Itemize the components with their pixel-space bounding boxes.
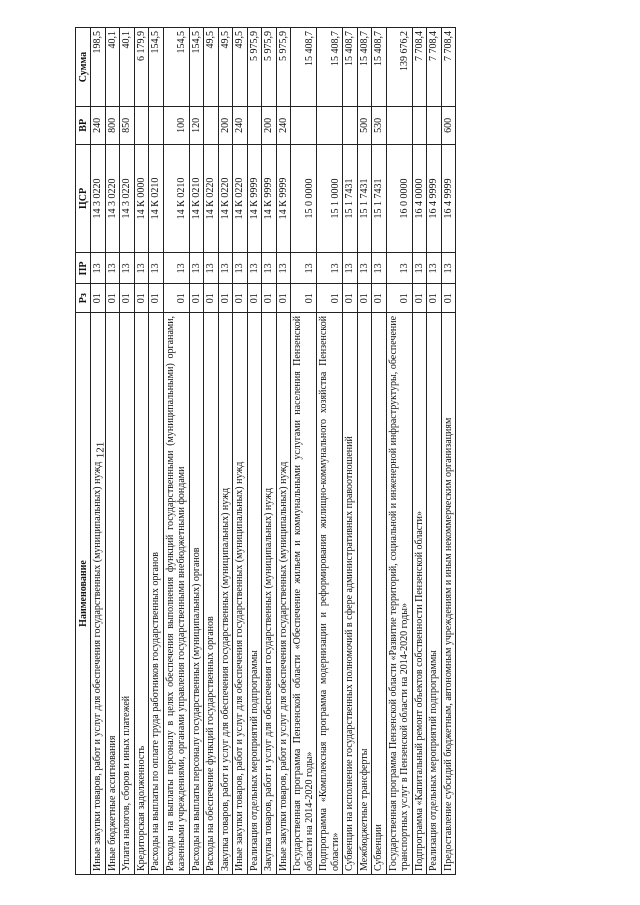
cell-sum: 5 975,9 — [276, 28, 291, 107]
cell-sum: 15 408,7 — [291, 28, 317, 107]
cell-sum: 7 708,4 — [412, 28, 427, 107]
cell-vr — [247, 107, 262, 145]
budget-table — [75, 27, 456, 875]
cell-sum: 49,5 — [218, 28, 233, 107]
table-row — [233, 28, 248, 875]
cell-csr: 16 0 0000 — [386, 144, 412, 253]
cell-name: Иные закупки товаров, работ и услуг для обеспечения государственных (муниципальных) нужд — [233, 312, 248, 874]
cell-rz: 01 — [218, 284, 233, 312]
cell-vr: 240 — [91, 107, 106, 145]
cell-csr: 14 К 0210 — [149, 144, 164, 253]
table-row — [386, 28, 412, 875]
table-row — [372, 28, 387, 875]
cell-pr: 13 — [134, 253, 149, 284]
cell-vr — [343, 107, 358, 145]
header-sum: Сумма — [76, 28, 91, 107]
table-row — [317, 28, 343, 875]
cell-vr — [291, 107, 317, 145]
cell-vr: 530 — [372, 107, 387, 145]
header-name: Наименование — [76, 312, 91, 874]
cell-sum: 7 708,4 — [427, 28, 442, 107]
cell-pr: 13 — [317, 253, 343, 284]
cell-pr: 13 — [386, 253, 412, 284]
cell-csr: 15 0 0000 — [291, 144, 317, 253]
cell-csr: 14 К 0210 — [163, 144, 189, 253]
cell-pr: 13 — [149, 253, 164, 284]
cell-sum: 40,1 — [120, 28, 135, 107]
table-row — [247, 28, 262, 875]
cell-csr: 14 К 9999 — [262, 144, 277, 253]
table-row — [204, 28, 219, 875]
cell-csr: 14 К 0220 — [204, 144, 219, 253]
cell-csr: 16 4 9999 — [441, 144, 456, 253]
cell-pr: 13 — [218, 253, 233, 284]
cell-vr: 240 — [276, 107, 291, 145]
cell-sum: 5 975,9 — [247, 28, 262, 107]
cell-rz: 01 — [163, 284, 189, 312]
cell-pr: 13 — [189, 253, 204, 284]
cell-pr: 13 — [357, 253, 372, 284]
cell-csr: 14 К 9999 — [276, 144, 291, 253]
cell-name: Расходы на выплаты по оплате труда работников государственных органов — [149, 312, 164, 874]
cell-vr: 100 — [163, 107, 189, 145]
header-rz: Рз — [76, 284, 91, 312]
cell-name: Закупка товаров, работ и услуг для обеспечения государственных (муниципальных) нужд — [218, 312, 233, 874]
table-header-row — [76, 28, 91, 875]
cell-vr: 200 — [262, 107, 277, 145]
cell-rz: 01 — [441, 284, 456, 312]
cell-name: Предоставление субсидий бюджетным, автономным учреждениям и иным некоммерческим организациям — [441, 312, 456, 874]
header-csr: ЦСР — [76, 144, 91, 253]
cell-vr — [134, 107, 149, 145]
cell-pr: 13 — [262, 253, 277, 284]
table-row — [105, 28, 120, 875]
cell-sum: 15 408,7 — [357, 28, 372, 107]
cell-sum: 139 676,2 — [386, 28, 412, 107]
cell-rz: 01 — [357, 284, 372, 312]
cell-name: Межбюджетные трансферты — [357, 312, 372, 874]
table-row — [120, 28, 135, 875]
cell-pr: 13 — [105, 253, 120, 284]
cell-name: Реализация отдельных мероприятий подпрограммы — [427, 312, 442, 874]
cell-name: Уплата налогов, сборов и иных платежей — [120, 312, 135, 874]
cell-pr: 13 — [343, 253, 358, 284]
cell-vr: 500 — [357, 107, 372, 145]
cell-vr: 850 — [120, 107, 135, 145]
cell-vr — [204, 107, 219, 145]
cell-pr: 13 — [247, 253, 262, 284]
cell-rz: 01 — [134, 284, 149, 312]
cell-pr: 13 — [233, 253, 248, 284]
cell-vr — [317, 107, 343, 145]
cell-sum: 15 408,7 — [343, 28, 358, 107]
cell-sum: 154,5 — [149, 28, 164, 107]
cell-sum: 49,5 — [204, 28, 219, 107]
table-row — [163, 28, 189, 875]
cell-rz: 01 — [120, 284, 135, 312]
cell-sum: 40,1 — [105, 28, 120, 107]
cell-pr: 13 — [372, 253, 387, 284]
table-row — [343, 28, 358, 875]
cell-pr: 13 — [291, 253, 317, 284]
cell-vr: 120 — [189, 107, 204, 145]
cell-sum: 154,5 — [163, 28, 189, 107]
cell-rz: 01 — [105, 284, 120, 312]
cell-csr: 14 3 0220 — [105, 144, 120, 253]
cell-name: Государственная программа Пензенской области «Обеспечение жильем и коммунальными услугами населения Пензенской области на 2014-2020 годы» — [291, 312, 317, 874]
cell-csr: 14 К 0000 — [134, 144, 149, 253]
header-vr: ВР — [76, 107, 91, 145]
table-row — [218, 28, 233, 875]
cell-csr: 14 К 0220 — [233, 144, 248, 253]
cell-vr — [149, 107, 164, 145]
cell-pr: 13 — [91, 253, 106, 284]
cell-sum: 6 179,9 — [134, 28, 149, 107]
cell-name: Реализация отдельных мероприятий подпрограммы — [247, 312, 262, 874]
cell-pr: 13 — [441, 253, 456, 284]
cell-rz: 01 — [427, 284, 442, 312]
cell-name: Субвенции — [372, 312, 387, 874]
table-row — [189, 28, 204, 875]
cell-vr — [412, 107, 427, 145]
cell-sum: 5 975,9 — [262, 28, 277, 107]
cell-sum: 154,5 — [189, 28, 204, 107]
cell-name: Закупка товаров, работ и услуг для обеспечения государственных (муниципальных) нужд — [262, 312, 277, 874]
cell-rz: 01 — [412, 284, 427, 312]
cell-sum: 15 408,7 — [317, 28, 343, 107]
cell-name: Иные закупки товаров, работ и услуг для обеспечения государственных (муниципальных) нужд — [91, 312, 106, 874]
cell-vr: 200 — [218, 107, 233, 145]
cell-rz: 01 — [262, 284, 277, 312]
cell-name: Подпрограмма «Комплексная программа модернизации и реформирования жилищно-коммунального хозяйства Пензенской области» — [317, 312, 343, 874]
table-row — [357, 28, 372, 875]
table-row — [427, 28, 442, 875]
cell-pr: 13 — [163, 253, 189, 284]
cell-name: Государственная программа Пензенской области «Развитие территорий, социальной и инженерной инфраструктуры, обеспечение транспортных услуг в Пензенской области на 2014-2020 годы» — [386, 312, 412, 874]
cell-pr: 13 — [204, 253, 219, 284]
cell-name: Субвенции на исполнение государственных полномочий в сфере административных правоотношений — [343, 312, 358, 874]
cell-rz: 01 — [149, 284, 164, 312]
table-row — [91, 28, 106, 875]
cell-pr: 13 — [427, 253, 442, 284]
table-row — [291, 28, 317, 875]
cell-vr: 800 — [105, 107, 120, 145]
cell-csr: 16 4 9999 — [427, 144, 442, 253]
cell-name: Кредиторская задолженность — [134, 312, 149, 874]
cell-rz: 01 — [233, 284, 248, 312]
cell-sum: 15 408,7 — [372, 28, 387, 107]
cell-csr: 16 4 0000 — [412, 144, 427, 253]
cell-vr: 240 — [233, 107, 248, 145]
table-body — [91, 28, 456, 875]
table-row — [441, 28, 456, 875]
cell-rz: 01 — [291, 284, 317, 312]
cell-sum: 7 708,4 — [441, 28, 456, 107]
cell-rz: 01 — [276, 284, 291, 312]
cell-csr: 14 К 0210 — [189, 144, 204, 253]
cell-name: Расходы на выплаты персоналу государственных (муниципальных) органов — [189, 312, 204, 874]
table-row — [134, 28, 149, 875]
table-row — [262, 28, 277, 875]
cell-vr — [427, 107, 442, 145]
cell-sum: 198,5 — [91, 28, 106, 107]
cell-name: Расходы на обеспечение функций государственных органов — [204, 312, 219, 874]
cell-csr: 15 1 0000 — [317, 144, 343, 253]
cell-csr: 14 3 0220 — [120, 144, 135, 253]
header-pr: ПР — [76, 253, 91, 284]
cell-pr: 13 — [276, 253, 291, 284]
rotated-page-content — [75, 27, 585, 875]
page-number: 121 — [94, 441, 107, 459]
cell-name: Иные бюджетные ассигнования — [105, 312, 120, 874]
table-row — [276, 28, 291, 875]
cell-name: Иные закупки товаров, работ и услуг для обеспечения государственных (муниципальных) нужд — [276, 312, 291, 874]
table-row — [149, 28, 164, 875]
cell-csr: 14 К 9999 — [247, 144, 262, 253]
cell-csr: 15 1 7431 — [357, 144, 372, 253]
cell-name: Расходы на выплаты персоналу в целях обеспечения выполнения функций государственными (муниципальными) органами, казенными учреждениями, органами управления государственными внебюджетными фондами — [163, 312, 189, 874]
cell-csr: 15 1 7431 — [372, 144, 387, 253]
cell-vr: 600 — [441, 107, 456, 145]
cell-rz: 01 — [91, 284, 106, 312]
cell-csr: 15 1 7431 — [343, 144, 358, 253]
cell-csr: 14 К 0220 — [218, 144, 233, 253]
table-row — [412, 28, 427, 875]
cell-rz: 01 — [372, 284, 387, 312]
cell-rz: 01 — [204, 284, 219, 312]
cell-name: Подпрограмма «Капитальный ремонт объектов собственности Пензенской области» — [412, 312, 427, 874]
cell-rz: 01 — [247, 284, 262, 312]
cell-rz: 01 — [386, 284, 412, 312]
cell-rz: 01 — [189, 284, 204, 312]
cell-rz: 01 — [343, 284, 358, 312]
cell-csr: 14 3 0220 — [91, 144, 106, 253]
cell-pr: 13 — [412, 253, 427, 284]
cell-pr: 13 — [120, 253, 135, 284]
cell-vr — [386, 107, 412, 145]
cell-rz: 01 — [317, 284, 343, 312]
cell-sum: 49,5 — [233, 28, 248, 107]
